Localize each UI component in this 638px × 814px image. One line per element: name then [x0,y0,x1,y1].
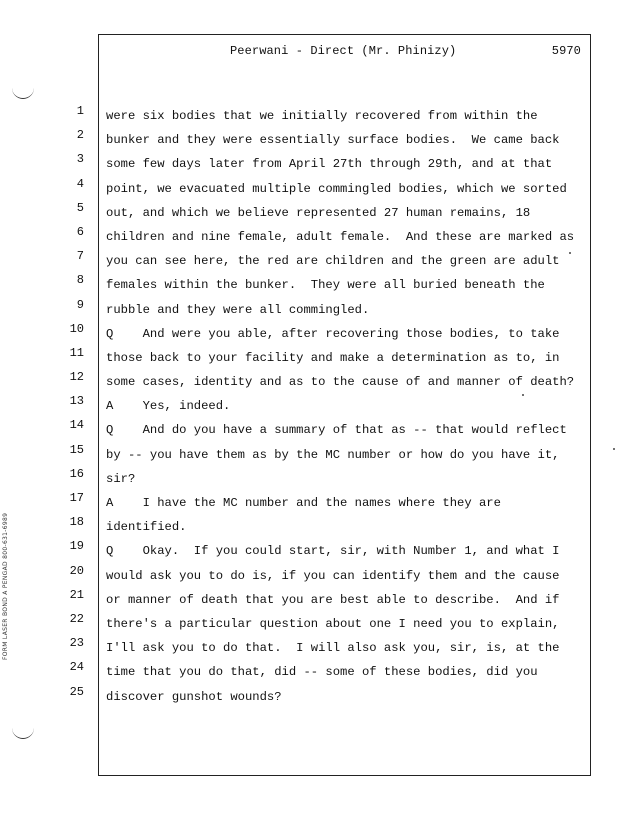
line-number: 7 [76,249,84,264]
transcript-line: would ask you to do is, if you can identify them and the cause [106,568,560,583]
line-number: 14 [69,418,84,433]
transcript-line: Q And do you have a summary of that as -- that would reflect [106,423,567,438]
transcript-line: time that you do that, did -- some of these bodies, did you [106,665,538,680]
transcript-line: point, we evacuated multiple commingled bodies, which we sorted [106,181,567,196]
line-number: 12 [69,370,84,385]
transcript-body [106,104,586,709]
transcript-line: discover gunshot wounds? [106,689,282,704]
transcript-line: you can see here, the red are children and the green are adult [106,254,560,269]
transcript-line: bunker and they were essentially surface bodies. We came back [106,133,560,148]
line-number: 23 [69,636,84,651]
line-number: 18 [69,515,84,530]
transcript-line: out, and which we believe represented 27 human remains, 18 [106,205,531,220]
line-number: 10 [69,321,84,336]
line-number: 16 [69,466,84,481]
transcript-line: sir? [106,471,136,486]
transcript-line: I'll ask you to do that. I will also ask you, sir, is, at the [106,641,560,656]
line-number: 21 [69,587,84,602]
line-number: 2 [76,128,84,143]
transcript-line: some cases, identity and as to the cause of and manner of death? [106,375,575,390]
line-number: 17 [69,491,84,505]
line-number: 19 [69,539,84,554]
line-number: 25 [69,684,84,699]
transcript-line: Q Okay. If you could start, sir, with Number 1, and what I [106,544,560,559]
line-number: 5 [76,200,84,215]
transcript-line: females within the bunker. They were all buried beneath the [106,278,545,293]
transcript-line: Q And were you able, after recovering those bodies, to take [106,326,560,341]
scan-speck [613,448,615,450]
line-number: 24 [69,660,84,675]
transcript-line: or manner of death that you are best able to describe. And if [106,592,560,607]
line-number: 15 [69,442,84,457]
transcript-line: A Yes, indeed. [106,399,231,414]
header-title: Peerwani - Direct (Mr. Phinizy) [230,44,457,58]
transcript-line: by -- you have them as by the MC number or how do you have it, [106,447,560,462]
line-number: 20 [69,563,84,578]
line-number: 22 [69,611,84,626]
transcript-line: rubble and they were all commingled. [106,302,370,317]
margin-hole-mark-bottom [12,728,34,739]
line-number: 13 [69,394,84,409]
transcript-line: some few days later from April 27th through 29th, and at that [106,157,553,172]
line-number: 6 [76,224,84,239]
page-number: 5970 [551,44,581,58]
margin-hole-mark-top [12,88,34,99]
line-number: 8 [76,273,84,288]
line-number-column [60,104,84,709]
page-header [100,44,587,62]
transcript-line: those back to your facility and make a determination as to, in [106,350,560,365]
side-form-imprint: FORM LASER BOND A PENGAD 800-631-6989 [2,512,9,660]
transcript-line: there's a particular question about one I need you to explain, [106,616,560,631]
line-number: 4 [76,176,84,191]
transcript-line: children and nine female, adult female. And these are marked as [106,229,575,244]
transcript-line: A I have the MC number and the names where they are [106,496,501,510]
line-number: 9 [76,297,84,312]
line-number: 3 [76,152,84,167]
transcript-line: identified. [106,520,187,535]
transcript-line: were six bodies that we initially recovered from within the [106,109,538,123]
line-number: 1 [76,104,84,118]
line-number: 11 [69,345,84,360]
